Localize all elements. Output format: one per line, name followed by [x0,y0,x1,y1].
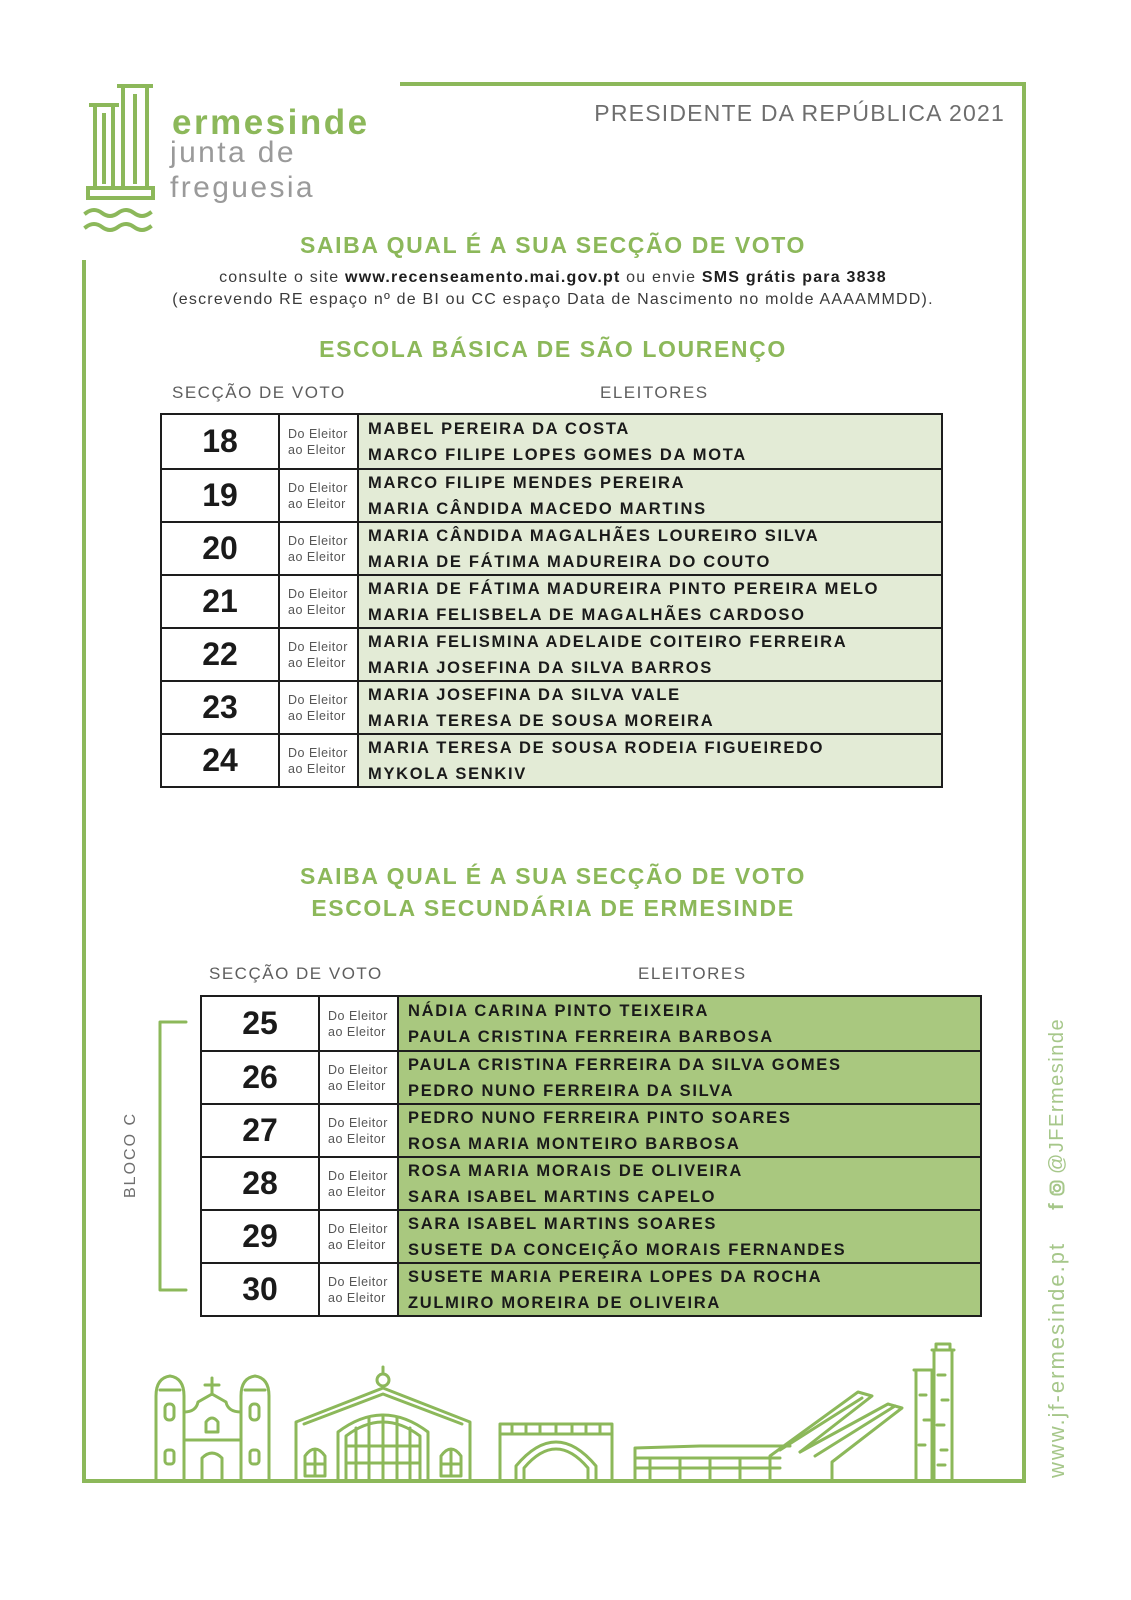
section-number: 30 [242,1271,278,1307]
first-voter: MARIA TERESA DE SOUSA RODEIA FIGUEIREDO [368,738,825,757]
first-voter: SUSETE MARIA PEREIRA LOPES DA ROCHA [408,1267,823,1286]
logo-subtitle-line1: junta de [170,136,296,169]
school1-col-section: SECÇÃO DE VOTO [172,383,346,402]
voter-range [397,1211,980,1262]
from-label: Do Eleitor [288,639,348,654]
website: www.jf-ermesinde.pt [1044,1241,1069,1479]
to-label: ao Eleitor [328,1078,386,1093]
table-row [202,1050,980,1103]
range-labels [278,682,357,733]
section-number: 22 [202,636,238,672]
table-row [162,574,941,627]
voter-range [357,523,941,574]
voter-range [397,997,980,1050]
from-label: Do Eleitor [288,692,348,707]
table-row [202,1209,980,1262]
to-label: ao Eleitor [328,1237,386,1252]
section-number: 19 [202,477,238,513]
chimneys-drawing [914,1344,954,1480]
last-voter: ROSA MARIA MONTEIRO BARBOSA [408,1134,741,1153]
from-label: Do Eleitor [288,586,348,601]
logo-subtitle-line2: freguesia [170,171,316,204]
first-voter: MARIA DE FÁTIMA MADUREIRA PINTO PEREIRA MELO [368,579,880,598]
first-voter: NÁDIA CARINA PINTO TEIXEIRA [408,1001,710,1020]
last-voter: PEDRO NUNO FERREIRA DA SILVA [408,1081,735,1100]
table-row [162,627,941,680]
first-voter: PEDRO NUNO FERREIRA PINTO SOARES [408,1108,792,1127]
range-labels [278,470,357,521]
voter-range [357,415,941,468]
last-voter: MARCO FILIPE LOPES GOMES DA MOTA [368,445,747,464]
range-labels [318,1211,397,1262]
from-label: Do Eleitor [328,1221,388,1236]
to-label: ao Eleitor [328,1131,386,1146]
school1-name: ESCOLA BÁSICA DE SÃO LOURENÇO [319,336,787,362]
social-handle: @JFErmesinde [1046,1017,1068,1174]
school2-title: SAIBA QUAL É A SUA SECÇÃO DE VOTO [299,863,807,889]
section-number: 18 [202,423,238,459]
section-number: 23 [202,689,238,725]
last-voter: PAULA CRISTINA FERREIRA BARBOSA [408,1027,774,1046]
to-label: ao Eleitor [328,1024,386,1039]
table-row [162,680,941,733]
last-voter: SARA ISABEL MARTINS CAPELO [408,1187,717,1206]
election-title: PRESIDENTE DA REPÚBLICA 2021 [594,100,1005,126]
section-number: 21 [202,583,238,619]
from-label: Do Eleitor [328,1008,388,1023]
range-labels [318,1105,397,1156]
table-row [162,415,941,468]
from-label: Do Eleitor [328,1115,388,1130]
range-labels [318,1052,397,1103]
from-label: Do Eleitor [288,533,348,548]
table-row [162,521,941,574]
to-label: ao Eleitor [288,602,346,617]
to-label: ao Eleitor [288,761,346,776]
first-voter: MARIA FELISMINA ADELAIDE COITEIRO FERREIRA [368,632,848,651]
instagram-icon [1049,1180,1065,1196]
to-label: ao Eleitor [328,1290,386,1305]
range-labels [278,415,357,468]
voter-range [397,1105,980,1156]
table-row [202,1156,980,1209]
school2-table [200,995,982,1317]
logo-title: ermesinde [172,103,370,142]
to-label: ao Eleitor [288,496,346,511]
voter-range [397,1158,980,1209]
last-voter: MARIA JOSEFINA DA SILVA BARROS [368,658,713,677]
range-labels [318,997,397,1050]
facebook-icon: f [1046,1201,1068,1210]
to-label: ao Eleitor [328,1184,386,1199]
last-voter: ZULMIRO MOREIRA DE OLIVEIRA [408,1293,721,1312]
market-drawing [296,1367,470,1480]
voter-range [357,682,941,733]
section-number: 29 [242,1218,278,1254]
range-labels [278,735,357,786]
sms-instructions: SMS grátis para 3838 [701,269,887,286]
to-label: ao Eleitor [288,655,346,670]
school1-col-voters: ELEITORES [600,383,709,402]
intro-line-1 [0,270,1106,286]
intro-line-2: (escrevendo RE espaço nº de BI ou CC espaço Data de Nascimento no molde AAAAMMDD). [172,291,934,308]
section-number: 26 [242,1059,278,1095]
to-label: ao Eleitor [288,549,346,564]
section-number: 25 [242,1005,278,1041]
school2-name: ESCOLA SECUNDÁRIA DE ERMESINDE [311,895,795,921]
table-row [162,733,941,786]
first-voter: MARCO FILIPE MENDES PEREIRA [368,473,686,492]
first-voter: SARA ISABEL MARTINS SOARES [408,1214,718,1233]
voter-range [357,629,941,680]
voter-range [397,1052,980,1103]
range-labels [318,1158,397,1209]
voter-range [357,470,941,521]
from-label: Do Eleitor [328,1168,388,1183]
from-label: Do Eleitor [288,426,348,441]
church-drawing [156,1376,269,1480]
last-voter: MARIA CÂNDIDA MACEDO MARTINS [368,499,707,518]
social-media [1045,1010,1069,1210]
voter-range [397,1264,980,1315]
range-labels [278,576,357,627]
table-row [202,1262,980,1315]
last-voter: MYKOLA SENKIV [368,764,527,783]
range-labels [278,523,357,574]
to-label: ao Eleitor [288,708,346,723]
last-voter: MARIA TERESA DE SOUSA MOREIRA [368,711,715,730]
range-labels [278,629,357,680]
last-voter: MARIA DE FÁTIMA MADUREIRA DO COUTO [368,552,772,571]
school2-col-voters: ELEITORES [638,964,747,983]
last-voter: SUSETE DA CONCEIÇÃO MORAIS FERNANDES [408,1240,847,1259]
last-voter: MARIA FELISBELA DE MAGALHÃES CARDOSO [368,605,806,624]
first-voter: ROSA MARIA MORAIS DE OLIVEIRA [408,1161,744,1180]
from-label: Do Eleitor [288,745,348,760]
section-number: 28 [242,1165,278,1201]
modern-building-drawing [635,1392,902,1480]
first-voter: MABEL PEREIRA DA COSTA [368,419,630,438]
intro-title: SAIBA QUAL É A SUA SECÇÃO DE VOTO [299,232,807,258]
school1-table [160,413,943,788]
table-row [162,468,941,521]
table-row [202,1103,980,1156]
first-voter: MARIA JOSEFINA DA SILVA VALE [368,685,681,704]
block-label: BLOCO C [122,1112,139,1199]
voter-range [357,735,941,786]
intro-text-b: ou envie [626,269,697,286]
range-labels [318,1264,397,1315]
section-number: 20 [202,530,238,566]
section-number: 24 [202,742,238,778]
table-row [202,997,980,1050]
school2-col-section: SECÇÃO DE VOTO [209,964,383,983]
from-label: Do Eleitor [328,1062,388,1077]
to-label: ao Eleitor [288,442,346,457]
from-label: Do Eleitor [288,480,348,495]
voter-range [357,576,941,627]
from-label: Do Eleitor [328,1274,388,1289]
first-voter: MARIA CÂNDIDA MAGALHÃES LOUREIRO SILVA [368,526,820,545]
intro-text-a: consulte o site [219,269,340,286]
arch-drawing [500,1424,612,1480]
section-number: 27 [242,1112,278,1148]
recenseamento-website: www.recenseamento.mai.gov.pt [345,269,621,286]
first-voter: PAULA CRISTINA FERREIRA DA SILVA GOMES [408,1055,842,1074]
